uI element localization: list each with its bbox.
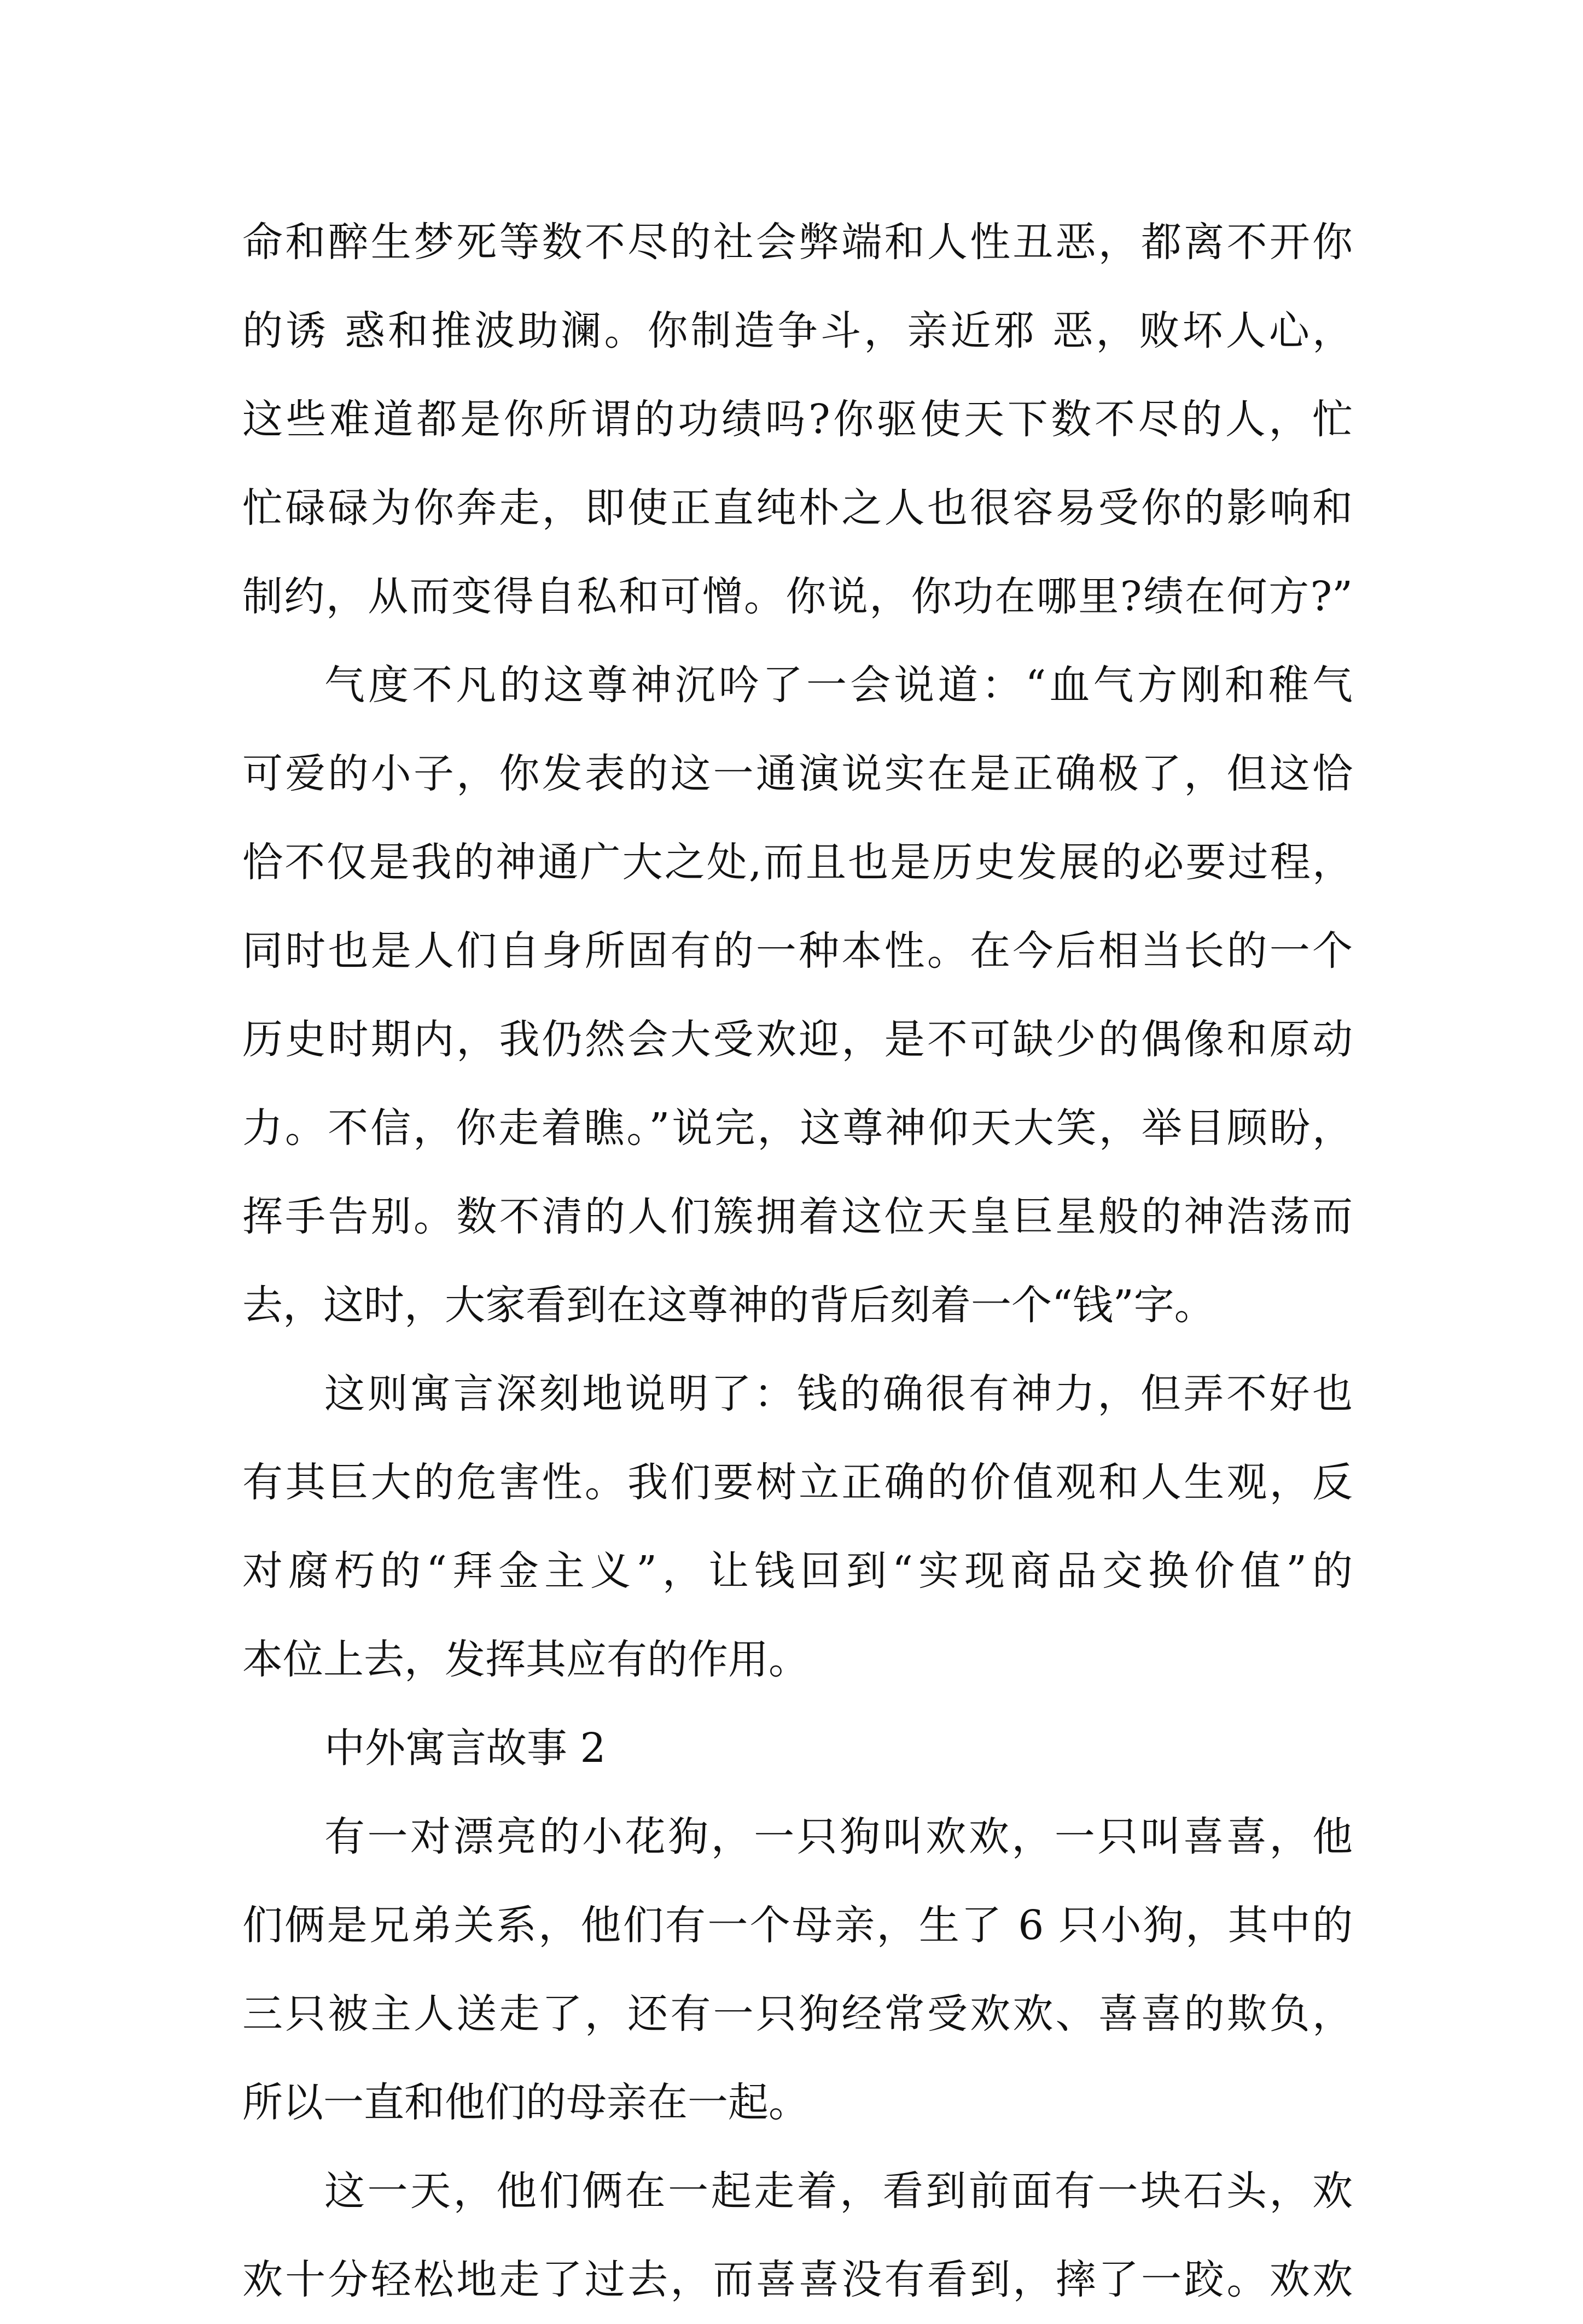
text-line: 有其巨大的危害性。我们要树立正确的价值观和人生观，反 (242, 1459, 1353, 1506)
text-line: 三只被主人送走了，还有一只狗经常受欢欢、喜喜的欺负， (242, 1990, 1353, 2037)
text-line: 挥手告别。数不清的人们簇拥着这位天皇巨星般的神浩荡而 (242, 1193, 1353, 1240)
text-line: 这些难道都是你所谓的功绩吗?你驱使天下数不尽的人，忙 (242, 396, 1353, 443)
text-line: 制约，从而变得自私和可憎。你说，你功在哪里?绩在何方?” (242, 573, 1353, 620)
text-line: 可爱的小子，你发表的这一通演说实在是正确极了，但这恰 (242, 750, 1353, 797)
text-line: 本位上去，发挥其应有的作用。 (242, 1636, 809, 1683)
body-text (242, 198, 1353, 2324)
text-line: 有一对漂亮的小花狗，一只狗叫欢欢，一只叫喜喜，他 (324, 1813, 1353, 1860)
text-line: 对腐朽的“拜金主义”，让钱回到“实现商品交换价值”的 (242, 1548, 1353, 1595)
text-line: 历史时期内，我仍然会大受欢迎，是不可缺少的偶像和原动 (242, 1016, 1353, 1063)
text-line: 欢十分轻松地走了过去，而喜喜没有看到，摔了一跤。欢欢 (242, 2256, 1353, 2303)
text-line: 们俩是兄弟关系，他们有一个母亲，生了 6 只小狗，其中的 (242, 1902, 1353, 1949)
text-line: 去，这时，大家看到在这尊神的背后刻着一个“钱”字。 (242, 1282, 1215, 1329)
text-line: 这一天，他们俩在一起走着，看到前面有一块石头，欢 (324, 2168, 1353, 2215)
text-line: 力。不信，你走着瞧。”说完，这尊神仰天大笑，举目顾盼， (242, 1105, 1353, 1152)
text-line: 命和醉生梦死等数不尽的社会弊端和人性丑恶，都离不开你 (242, 219, 1353, 266)
text-line: 忙碌碌为你奔走，即使正直纯朴之人也很容易受你的影响和 (242, 484, 1353, 532)
text-line: 所以一直和他们的母亲在一起。 (242, 2079, 809, 2126)
text-line: 恰不仅是我的神通广大之处,而且也是历史发展的必要过程， (242, 839, 1353, 886)
text-line: 这则寓言深刻地说明了：钱的确很有神力，但弄不好也 (324, 1370, 1353, 1417)
text-line: 中外寓言故事 2 (324, 1725, 606, 1772)
text-line: 气度不凡的这尊神沉吟了一会说道：“血气方刚和稚气 (324, 662, 1353, 709)
text-line: 的诱 惑和推波助澜。你制造争斗，亲近邪 恶，败坏人心， (242, 307, 1353, 354)
text-line: 同时也是人们自身所固有的一种本性。在今后相当长的一个 (242, 927, 1353, 974)
